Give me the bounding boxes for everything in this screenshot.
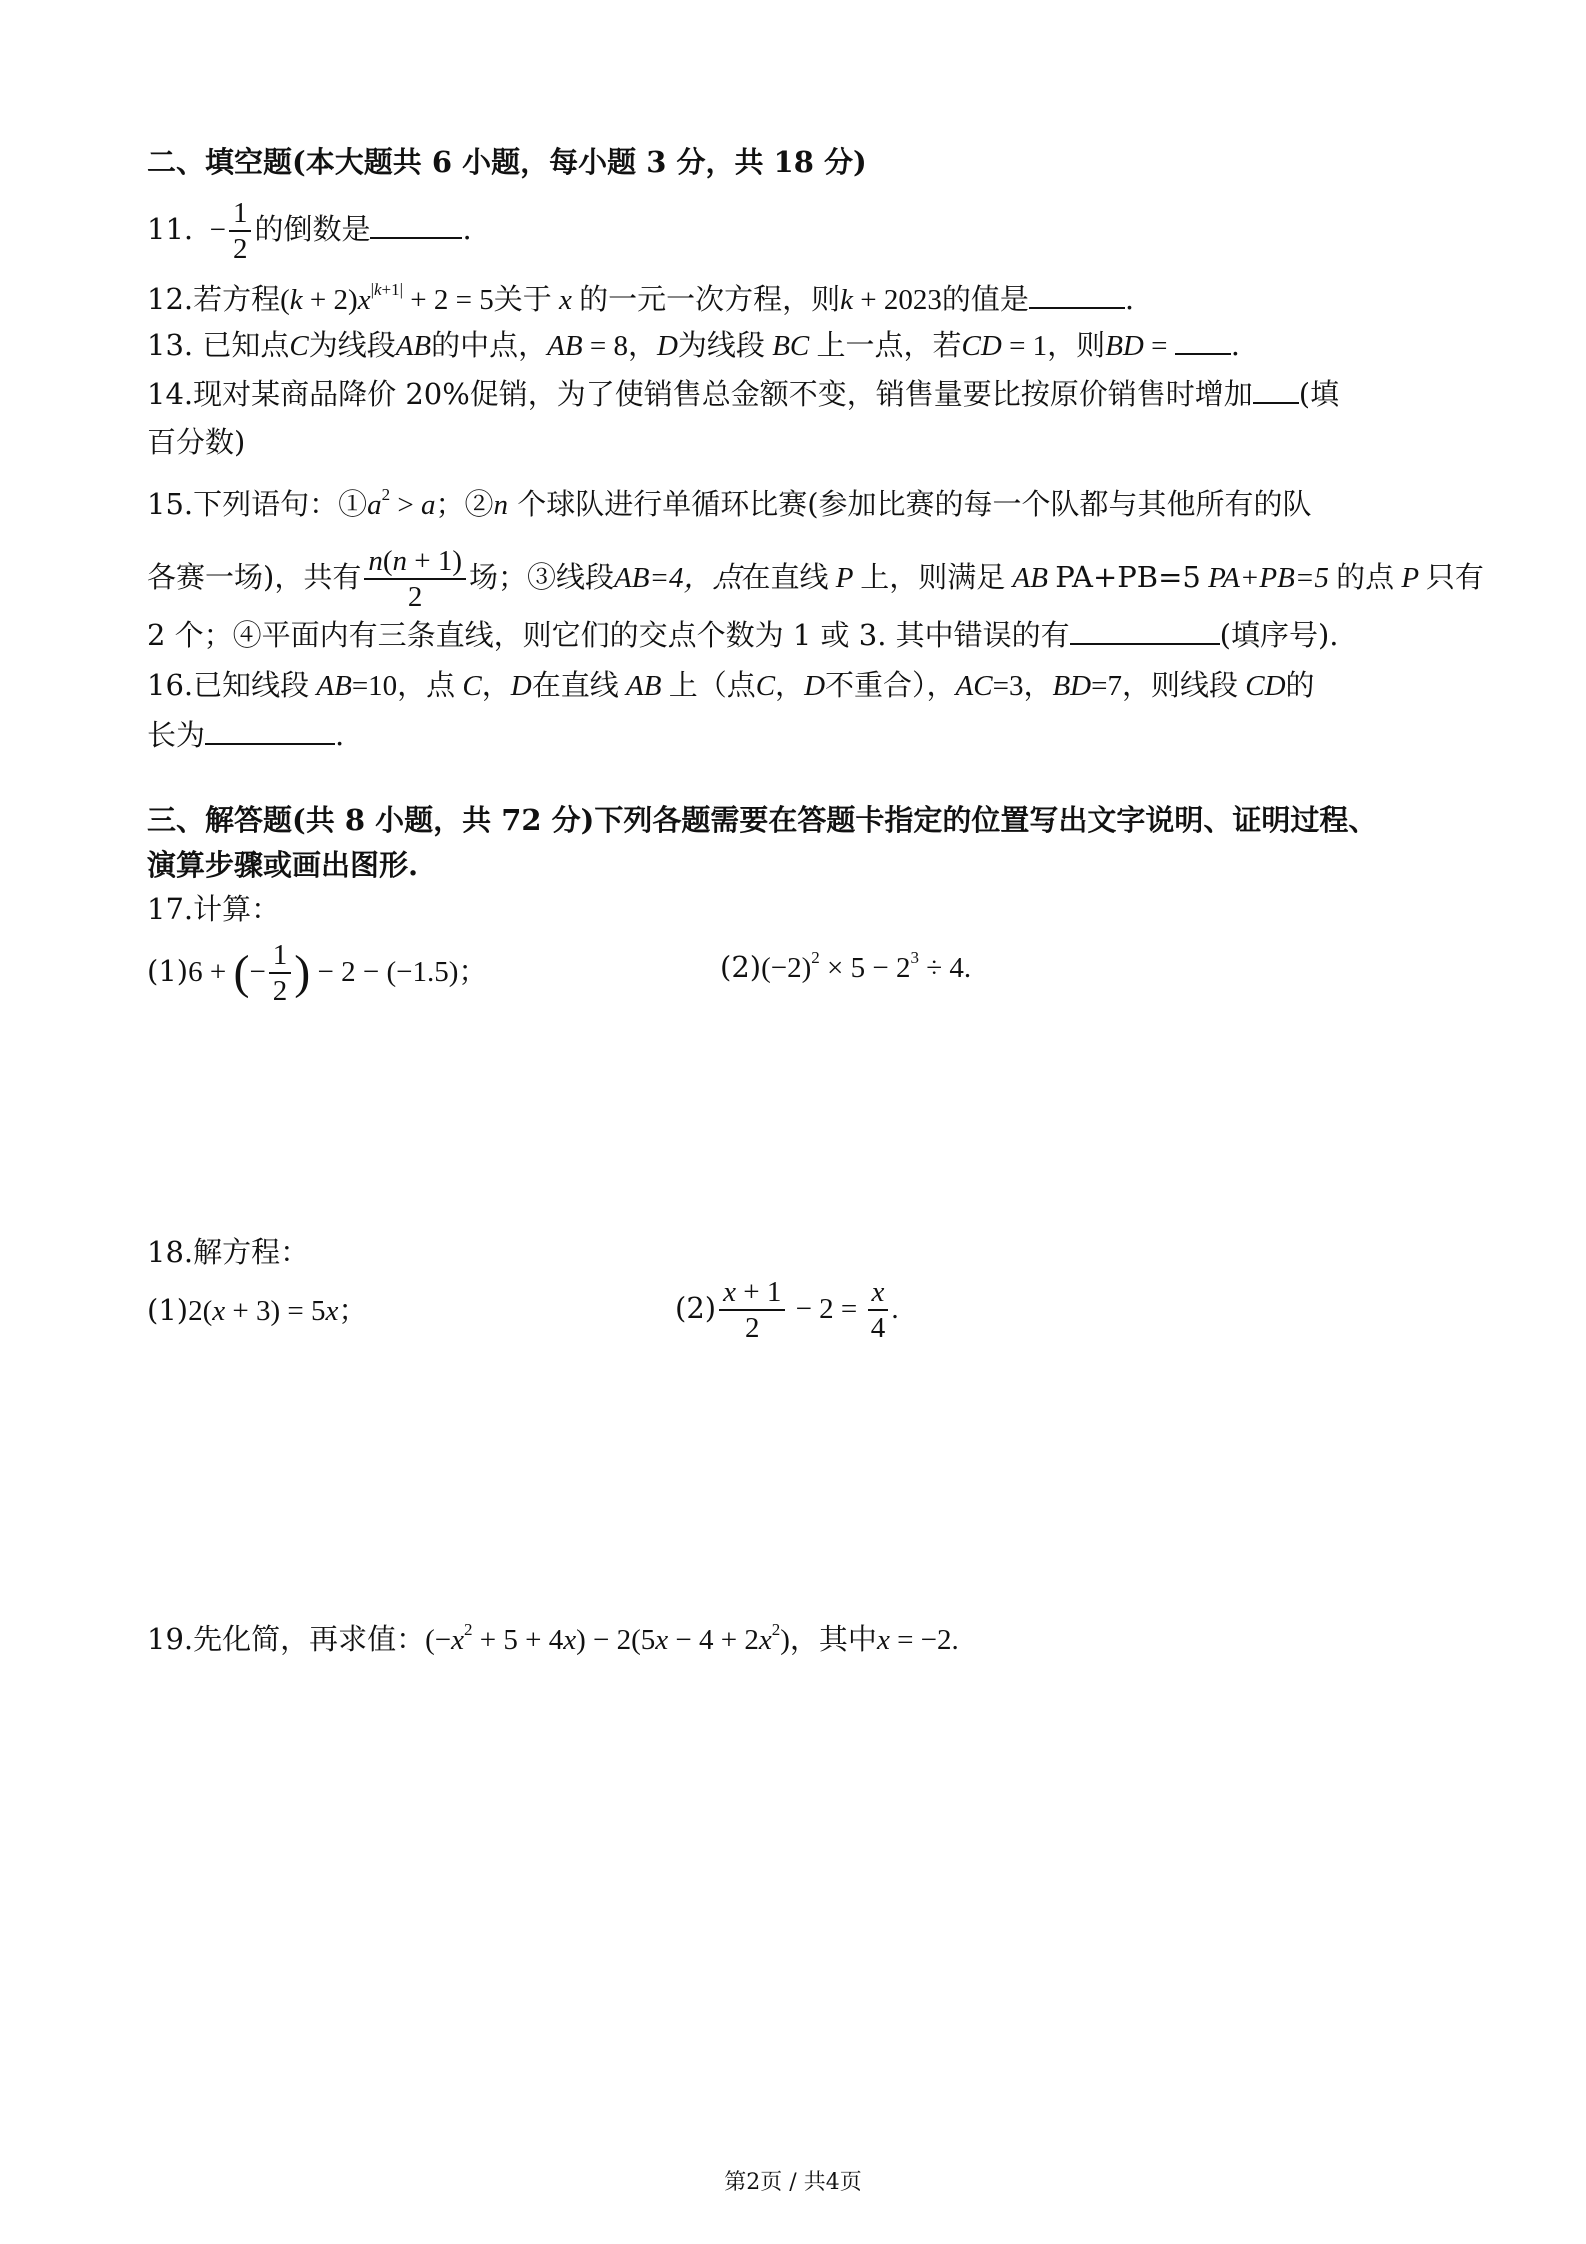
q11-fraction: $\frac{1}{2}$ xyxy=(229,196,252,266)
section-2-title: 二、填空题(本大题共 6 小题，每小题 3 分，共 18 分) xyxy=(147,145,867,179)
question-17-label: 17.计算： xyxy=(147,892,281,926)
page-footer: 第2页 / 共4页 xyxy=(724,2170,862,2195)
q11-text: 的倒数是 xyxy=(254,212,371,246)
question-15-line3: 2 个；④平面内有三条直线，则它们的交点个数为 1 或 3. 其中错误的有 (填序号). xyxy=(147,615,1339,655)
q11-minus: − xyxy=(202,214,226,246)
q16-answer-blank xyxy=(205,715,335,745)
section-3-title-line2: 演算步骤或画出图形. xyxy=(147,848,419,882)
q13-answer-blank xyxy=(1175,325,1231,355)
question-14: 14.现对某商品降价 20%促销，为了使销售总金额不变，销售量要比按原价销售时增加 (填 xyxy=(147,374,1339,414)
question-12: 12.若方程$(k + 2)x^{|k+1|} + 2 = 5$关于 x 的一元一次方程，则k + 2023的值是 . xyxy=(147,280,1135,316)
question-14-cont: 百分数) xyxy=(147,425,246,459)
q11-answer-blank xyxy=(370,209,462,239)
q12-answer-blank xyxy=(1029,279,1125,309)
question-18-part1: (1)2(x + 3) = 5x； xyxy=(147,1293,368,1327)
question-15-line2: 各赛一场)，共有 $\frac{n(n + 1)}{2}$ 场；③线段AB=4，点在直线 P 上，则满足 AB PA+PB=5 PA+PB=5 的点 P 只有 xyxy=(147,545,1484,613)
q15-answer-blank xyxy=(1070,615,1220,645)
question-17-part1: (1)6 + (− $\frac{1}{2}$ ) − 2 − (−1.5)； xyxy=(147,939,488,1007)
section-3-title-line1: 三、解答题(共 8 小题，共 72 分)下列各题需要在答题卡指定的位置写出文字说明、证明过程、 xyxy=(147,803,1378,837)
question-13: 13. 已知点C为线段AB的中点，AB = 8，D为线段 BC 上一点，若CD = 1，则BD = . xyxy=(147,325,1240,366)
question-17-part2: $(2)(-2)^2 \times 5 - 2^3 \div 4$. xyxy=(720,948,972,984)
q11-number: 11. xyxy=(147,212,194,246)
question-11: 11. − $\frac{1}{2}$ 的倒数是 . xyxy=(147,197,472,265)
question-19: 19.先化简，再求值：$(-x^2 + 5 + 4x) - 2(5x - 4 + 2x^2)$，其中x = −2. xyxy=(147,1620,959,1656)
question-15-line1: 15.下列语句：$①a^2 > a$；②n 个球队进行单循环比赛(参加比赛的每一个队都与其他所有的队 xyxy=(147,485,1312,521)
question-16-line1: 16.已知线段 AB=10，点 C，D在直线 AB 上（点C，D不重合），AC=3，BD=7，则线段 CD的 xyxy=(147,668,1315,702)
q14-answer-blank xyxy=(1253,374,1299,404)
q15-fraction: $\frac{n(n + 1)}{2}$ xyxy=(364,544,466,614)
question-18-part2: (2) $\frac{x + 1}{2}$ − 2 = $\frac{x}{4}$ . xyxy=(675,1276,899,1344)
question-18-label: 18.解方程： xyxy=(147,1235,310,1269)
question-16-line2: 长为 . xyxy=(147,715,344,755)
